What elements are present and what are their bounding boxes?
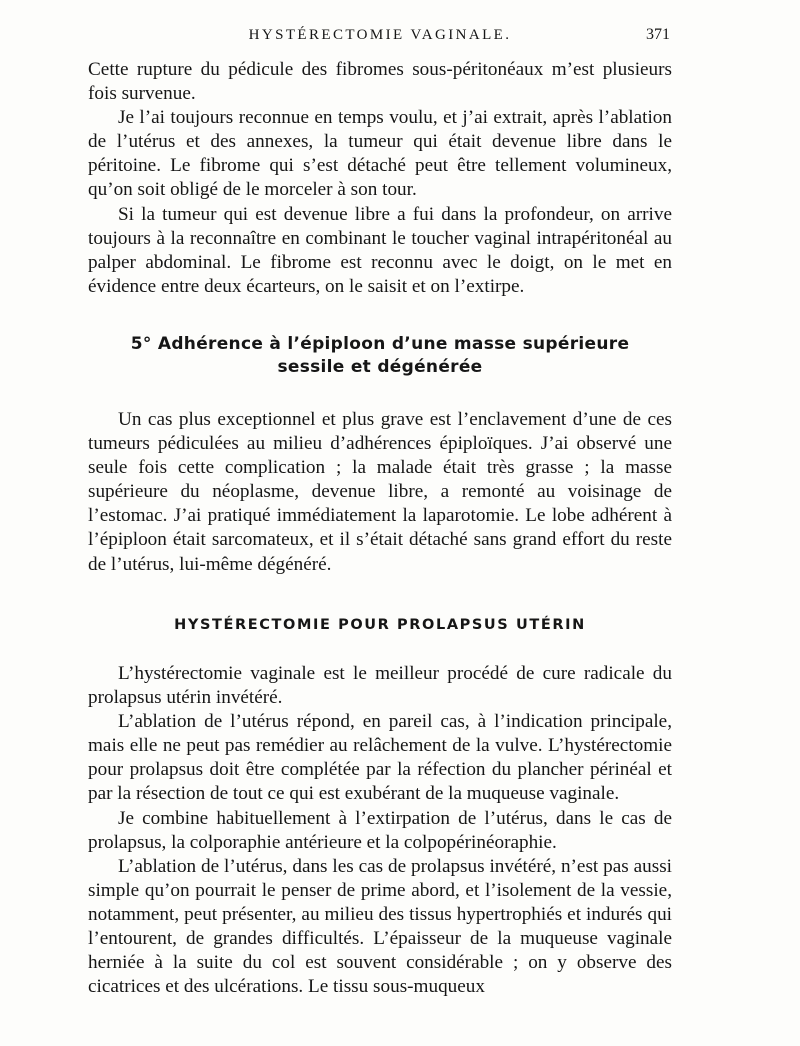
paragraph: Si la tumeur qui est devenue libre a fui dans la profondeur, on arrive toujours à la reconnaître en combinant le toucher vaginal intrapéritonéal au palper abdominal. Le fibrome est reconnu avec le doigt, on le met en évidence entre deux écarteurs, on le saisit et on l’extirpe. [88,203,672,297]
running-title: HYSTÉRECTOMIE VAGINALE. [248,27,512,43]
paragraph: Cette rupture du pédicule des fibromes sous-péritonéaux m’est plusieurs fois survenue. [88,59,672,105]
chapter-heading: HYSTÉRECTOMIE POUR PROLAPSUS UTÉRIN [174,617,586,633]
section-heading-line: 5° Adhérence à l’épiploon d’une masse supérieure [130,334,630,354]
book-page [88,0,672,1046]
paragraph: Un cas plus exceptionnel et plus grave est l’enclavement d’une de ces tumeurs pédiculées au milieu d’adhérences épiploïques. J’ai observé une seule fois cette complication ; la malade était très grasse ; la masse supérieure du néoplasme, devenue libre, a remonté au voisinage de l’estomac. J’ai pratiqué immédiatement la laparotomie. Le lobe adhérent à l’épiploon était sarcomateux, et il s’était détaché sans grand effort du reste de l’utérus, lui-même dégénéré. [88,409,672,575]
paragraph: Je combine habituellement à l’extirpation de l’utérus, dans le cas de prolapsus, la colporaphie antérieure et la colpopérinéoraphie. [88,807,672,853]
paragraph: L’hystérectomie vaginale est le meilleur procédé de cure radicale du prolapsus utérin invétéré. [88,663,672,709]
running-head [88,24,672,46]
text-block-prolapsus [88,662,672,999]
paragraph: L’ablation de l’utérus répond, en pareil cas, à l’indication principale, mais elle ne peut pas remédier au relâchement de la vulve. L’hystérectomie pour prolapsus doit être complétée par la réfection du plancher périnéal et par la résection de tout ce qui est exubérant de la muqueuse vaginale. [88,711,672,805]
paragraph: L’ablation de l’utérus, dans les cas de prolapsus invétéré, n’est pas aussi simple qu’on pourrait le penser de prime abord, et l’isolement de la vessie, notamment, peut présenter, au milieu des tissus hypertrophiés et indurés qui l’entourent, de grandes difficultés. L’épaisseur de la muqueuse vaginale herniée à la suite du col est souvent considérable ; on y observe des cicatrices et des ulcérations. Le tissu sous-muqueux [88,855,672,998]
text-block-section5 [88,408,672,577]
text-block-intro [88,58,672,299]
paragraph: Je l’ai toujours reconnue en temps voulu, et j’ai extrait, après l’ablation de l’utérus et des annexes, la tumeur qui était devenue libre dans le péritoine. Le fibrome qui s’est détaché peut être tellement volumineux, qu’on soit obligé de le morceler à son tour. [88,107,672,201]
section-heading-line: sessile et dégénérée [277,357,483,377]
page-number: 371 [646,26,670,43]
section-heading [88,333,672,379]
